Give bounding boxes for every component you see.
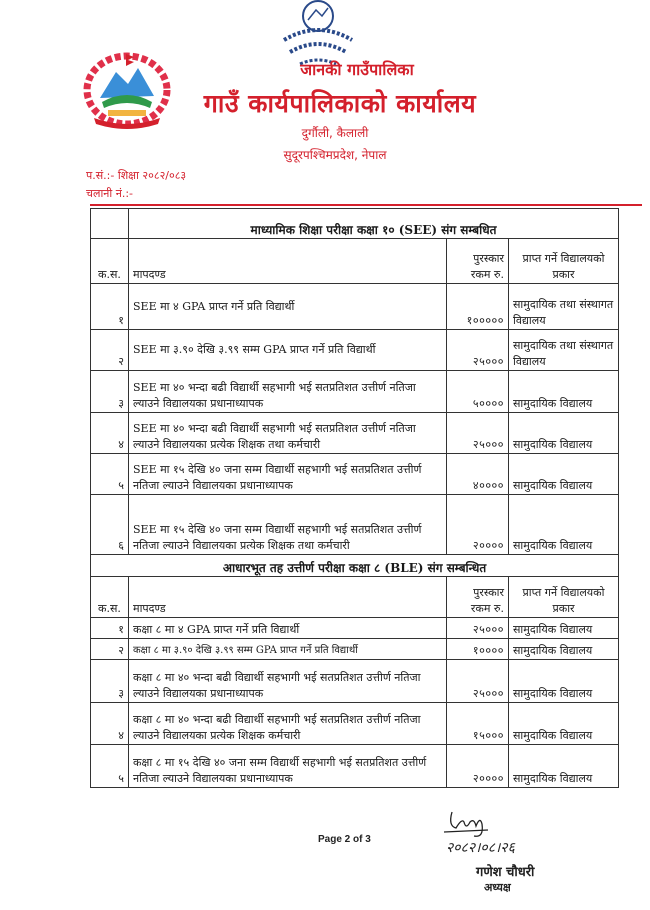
signer-name: गणेश चौधरी [476, 865, 535, 880]
row-amount: १५००० [447, 703, 509, 745]
row-amount: १०००० [447, 639, 509, 660]
row-school-type: सामुदायिक तथा संस्थागत विद्यालय [509, 284, 619, 330]
empty-cell [91, 209, 129, 239]
row-sn: ४ [91, 703, 129, 745]
table-row [91, 660, 619, 703]
row-sn: ३ [91, 371, 129, 413]
row-amount: २०००० [447, 495, 509, 555]
table-header-row [91, 577, 619, 618]
see-award-table [90, 208, 619, 555]
table-row [91, 454, 619, 495]
address-line-2: सुदूरपश्चिमप्रदेश, नेपाल [283, 148, 387, 162]
row-sn: ३ [91, 660, 129, 703]
row-school-type: सामुदायिक विद्यालय [509, 639, 619, 660]
row-sn: १ [91, 618, 129, 639]
row-sn: २ [91, 639, 129, 660]
ble-section-title: आधारभूत तह उत्तीर्ण परीक्षा कक्षा ८ (BLE) संग सम्बन्धित [91, 555, 619, 577]
row-school-type: सामुदायिक विद्यालय [509, 618, 619, 639]
row-school-type: सामुदायिक विद्यालय [509, 745, 619, 788]
ble-award-table [90, 554, 619, 788]
table-row [91, 371, 619, 413]
row-criteria: SEE मा १५ देखि ४० जना सम्म विद्यार्थी सहभागी भई सतप्रतिशत उत्तीर्ण नतिजा ल्याउने विद्यालयका प्रधानाध्यापक [129, 454, 447, 495]
row-amount: २५००० [447, 413, 509, 454]
row-sn: १ [91, 284, 129, 330]
signature-date: २०८२।०८।२६ [446, 840, 515, 856]
reference-number: प.सं.:- शिक्षा २०८२/०८३ [86, 169, 187, 182]
row-sn: ५ [91, 745, 129, 788]
table-row [91, 284, 619, 330]
header-divider [90, 204, 642, 206]
row-criteria: कक्षा ८ मा ४० भन्दा बढी विद्यार्थी सहभागी भई सतप्रतिशत उत्तीर्ण नतिजा ल्याउने विद्यालयका प्रधानाध्यापक [129, 660, 447, 703]
row-amount: २५००० [447, 660, 509, 703]
row-school-type: सामुदायिक विद्यालय [509, 413, 619, 454]
row-criteria: SEE मा ४० भन्दा बढी विद्यार्थी सहभागी भई सतप्रतिशत उत्तीर्ण नतिजा ल्याउने विद्यालयका प्रत्येक शिक्षक तथा कर्मचारी [129, 413, 447, 454]
row-criteria: कक्षा ८ मा १५ देखि ४० जना सम्म विद्यार्थी सहभागी भई सतप्रतिशत उत्तीर्ण नतिजा ल्याउने विद्यालयका प्रधानाध्यापक [129, 745, 447, 788]
row-amount: ५०००० [447, 371, 509, 413]
row-school-type: सामुदायिक विद्यालय [509, 495, 619, 555]
municipality-name: जानकी गाउँपालिका [300, 60, 414, 79]
header-amount: पुरस्कार रकम रु. [447, 577, 509, 618]
office-title: गाउँ कार्यपालिकाको कार्यालय [203, 89, 477, 118]
row-school-type: सामुदायिक विद्यालय [509, 660, 619, 703]
header-criteria: मापदण्ड [129, 577, 447, 618]
signer-title: अध्यक्ष [484, 881, 511, 894]
table-row [91, 495, 619, 555]
signature-mark [440, 808, 560, 858]
row-school-type: सामुदायिक विद्यालय [509, 371, 619, 413]
table-header-row [91, 239, 619, 284]
row-sn: ६ [91, 495, 129, 555]
row-criteria: SEE मा ३.९० देखि ३.९९ सम्म GPA प्राप्त गर्ने प्रति विद्यार्थी [129, 330, 447, 371]
row-amount: २५००० [447, 330, 509, 371]
table-row [91, 413, 619, 454]
table-row [91, 703, 619, 745]
row-amount: २०००० [447, 745, 509, 788]
row-amount: १००००० [447, 284, 509, 330]
header-school-type: प्राप्त गर्ने विद्यालयको प्रकार [509, 239, 619, 284]
row-criteria: SEE मा ४० भन्दा बढी विद्यार्थी सहभागी भई सतप्रतिशत उत्तीर्ण नतिजा ल्याउने विद्यालयका प्रधानाध्यापक [129, 371, 447, 413]
row-sn: ५ [91, 454, 129, 495]
table-row [91, 330, 619, 371]
row-amount: २५००० [447, 618, 509, 639]
row-criteria: कक्षा ८ मा ३.९० देखि ३.९९ सम्म GPA प्राप्त गर्ने प्रति विद्यार्थी [129, 639, 447, 660]
header-school-type: प्राप्त गर्ने विद्यालयको प्रकार [509, 577, 619, 618]
table-row [91, 745, 619, 788]
row-criteria: कक्षा ८ मा ४ GPA प्राप्त गर्ने प्रति विद्यार्थी [129, 618, 447, 639]
header-criteria: मापदण्ड [129, 239, 447, 284]
row-criteria: कक्षा ८ मा ४० भन्दा बढी विद्यार्थी सहभागी भई सतप्रतिशत उत्तीर्ण नतिजा ल्याउने विद्यालयका प्रत्येक शिक्षक कर्मचारी [129, 703, 447, 745]
row-sn: ४ [91, 413, 129, 454]
address-line-1: दुर्गौली, कैलाली [301, 126, 369, 140]
row-sn: २ [91, 330, 129, 371]
row-school-type: सामुदायिक विद्यालय [509, 454, 619, 495]
row-school-type: सामुदायिक विद्यालय [509, 703, 619, 745]
page-number: Page 2 of 3 [318, 834, 371, 845]
header-amount: पुरस्कार रकम रु. [447, 239, 509, 284]
row-school-type: सामुदायिक तथा संस्थागत विद्यालय [509, 330, 619, 371]
dispatch-number: चलानी नं.:- [86, 187, 134, 200]
table-row [91, 639, 619, 660]
header-sn: क.स. [91, 239, 129, 284]
see-section-title: माध्यामिक शिक्षा परीक्षा कक्षा १० (SEE) संग सम्बधित [129, 209, 619, 239]
table-row [91, 618, 619, 639]
row-criteria: SEE मा १५ देखि ४० जना सम्म विद्यार्थी सहभागी भई सतप्रतिशत उत्तीर्ण नतिजा ल्याउने विद्यालयका प्रत्येक शिक्षक तथा कर्मचारी [129, 495, 447, 555]
row-amount: ४०००० [447, 454, 509, 495]
header-sn: क.स. [91, 577, 129, 618]
nepal-emblem-logo [80, 50, 174, 132]
row-criteria: SEE मा ४ GPA प्राप्त गर्ने प्रति विद्यार्थी [129, 284, 447, 330]
